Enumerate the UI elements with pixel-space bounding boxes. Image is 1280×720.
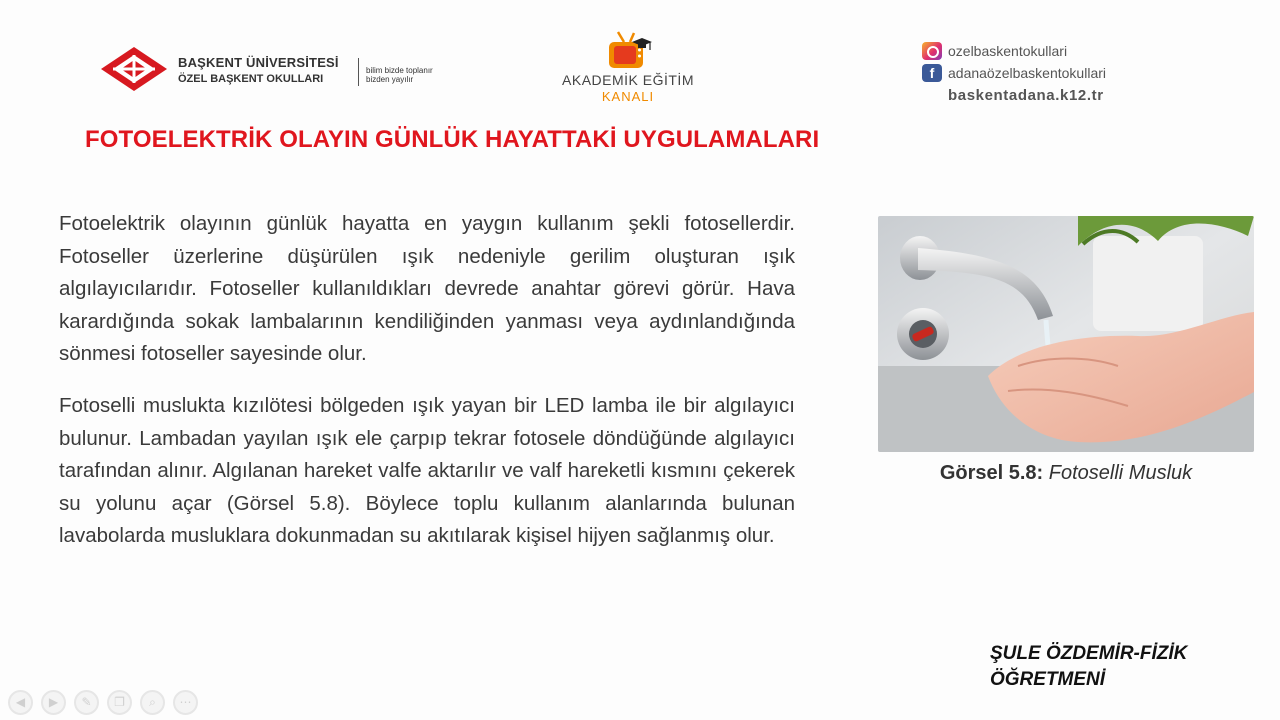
teacher-credit xyxy=(990,641,1187,693)
pen-icon[interactable]: ✎ xyxy=(74,690,99,715)
previous-icon[interactable]: ◀ xyxy=(8,690,33,715)
next-icon[interactable]: ▶ xyxy=(41,690,66,715)
baskent-university-logo xyxy=(100,46,168,92)
instagram-icon xyxy=(922,42,942,60)
logo-divider xyxy=(358,58,359,86)
instagram-row[interactable] xyxy=(922,40,1106,62)
channel-title: AKADEMİK EĞİTİM xyxy=(562,72,694,88)
figure-label: Görsel 5.8: xyxy=(939,462,1044,484)
channel-subtitle: KANALI xyxy=(601,89,655,104)
page-title: FOTOELEKTRİK OLAYIN GÜNLÜK HAYATTAKİ UYGULAMALARI xyxy=(85,126,820,153)
university-text xyxy=(178,55,339,85)
instagram-handle: ozelbaskentokullari xyxy=(948,43,1068,59)
figure-caption xyxy=(878,462,1254,485)
motto-line1: bilim bizde toplanır xyxy=(366,66,433,75)
figure-caption-text: Fotoselli Musluk xyxy=(1048,462,1193,484)
teacher-name: ŞULE ÖZDEMİR-FİZİK xyxy=(990,643,1188,664)
paragraph-1: Fotoelektrik olayının günlük hayatta en yaygın kullanım şekli fotosellerdir. Fotoseller üzerlerine düşürülen ışık nedeniyle gerilim oluşturan ışık algılayıcılarıdır. Fotoseller kullanıldıkları devrede anahtar görevi görür. Hava karardığında sokak lambalarının kendiliğinden yanması veya aydınlandığında sönmesi fotoseller sayesinde olur. xyxy=(59,212,795,365)
university-name: BAŞKENT ÜNİVERSİTESİ xyxy=(178,55,339,70)
slideshow-toolbar xyxy=(8,690,198,715)
copy-icon[interactable]: ❐ xyxy=(107,690,132,715)
more-icon[interactable]: ⋯ xyxy=(173,690,198,715)
website-link[interactable]: baskentadana.k12.tr xyxy=(948,86,1104,104)
paragraph-2: Fotoselli muslukta kızılötesi bölgeden ışık yayan bir LED lamba ile bir algılayıcı bulunur. Lambadan yayılan ışık ele çarpıp tekrar fotosele döndüğünde algılayıcı tarafından alınır. Algılanan hareket valfe aktarılır ve valf hareketli kısmını çekerek su yolunu açar (Görsel 5.8). Böylece toplu kullanım alanlarında bulunan lavabolarda musluklara dokunmadan su akıtılarak kişisel hijyen sağlanmış olur. xyxy=(59,394,795,547)
facebook-handle: adanaözelbaskentokullari xyxy=(948,65,1106,81)
university-motto xyxy=(366,66,456,84)
motto-line2: bizden yayılır xyxy=(366,75,414,84)
social-links xyxy=(922,40,1106,106)
schools-name: ÖZEL BAŞKENT OKULLARI xyxy=(178,73,324,85)
teacher-title: ÖĞRETMENİ xyxy=(990,669,1106,690)
zoom-icon[interactable]: ⌕ xyxy=(140,690,165,715)
facebook-row[interactable] xyxy=(922,62,1106,84)
photocell-faucet-photo xyxy=(878,216,1254,452)
tv-graduation-icon xyxy=(604,30,654,74)
facebook-icon: f xyxy=(922,64,942,82)
